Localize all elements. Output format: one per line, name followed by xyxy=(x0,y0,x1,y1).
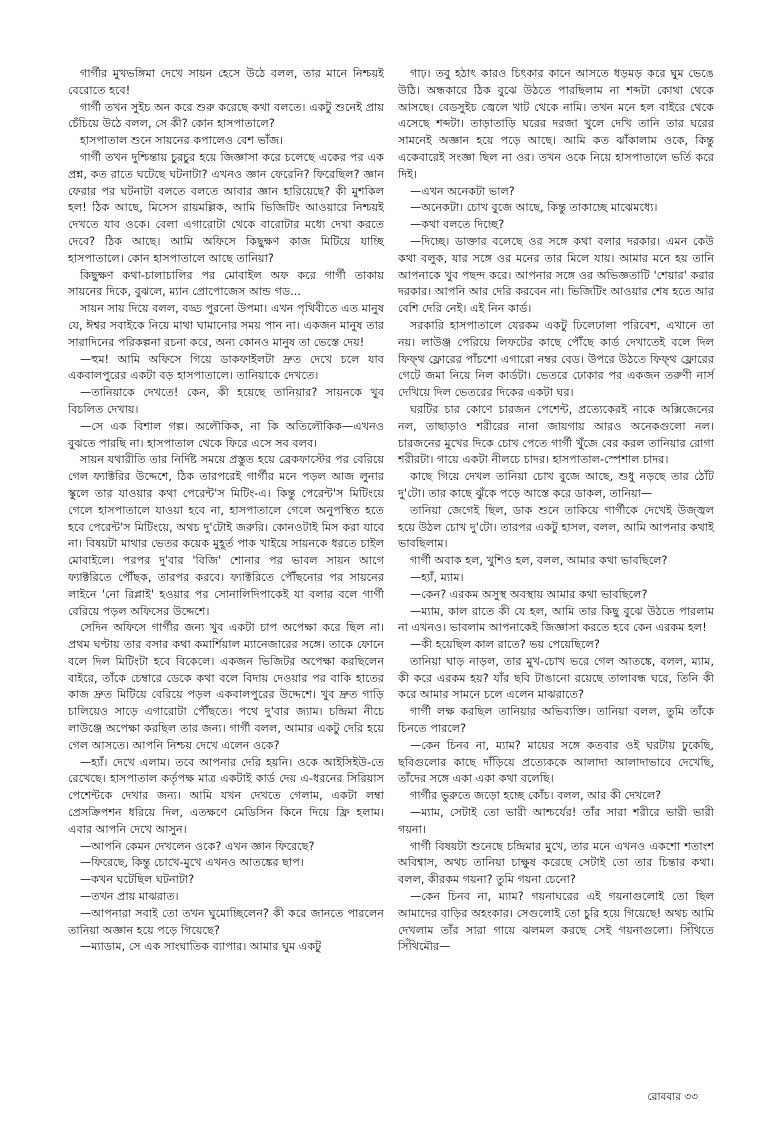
paragraph: —দিচ্ছে। ডাক্তার বলেছে ওর সঙ্গে কথা বলার দরকার। এমন কেউ কথা বলুক, যার সঙ্গে ওর মনের তার মিলে যায়। আমার মনে হয় তানি আপনাকে খুব পছন্দ করে। আপনার সঙ্গে ওর অভিজ্ঞতাটি 'শেয়ার' করার দরকার। আপনি আর দেরি করবেন না। ভিজিটিং আওয়ার শেষ হতে আর বেশি দেরি নেই। এই নিন কার্ড। xyxy=(398,234,714,316)
paragraph: গার্গী বিষয়টা শুনেছে চন্দ্রিমার মুখে, তার মনে এখনও একশো শতাংশ অবিশ্বাস, অথচ তানিয়া চাক্ষুষ করেছে সেটাই তো তার চিন্তার কথা। বলল, কীরকম গয়না? তুমি গয়না চেনো? xyxy=(398,839,714,887)
paragraph: গাঢ়। তবু হঠাৎ কারও চিৎকার কানে আসতে ধড়মড় করে ঘুম ভেঙে উঠি। অন্ধকারে ঠিক বুঝে উঠতে পারছিলাম না শব্দটা কোথা থেকে আসছে। বেডসুইচ জ্বেলে খাট থেকে নামি। তখন মনে হল বাইরে থেকে এসেছে শব্দটা। তাড়াতাড়ি ঘরের দরজা খুলে দেখি তানি তার ঘরের সামনেই অজ্ঞান হয়ে পড়ে আছে। আমি কত ঝাঁকালাম ওকে, কিন্তু একেবারেই সংজ্ঞা ছিল না ওর। তখন ওকে নিয়ে হাসপাতালে ভর্তি করে দিই। xyxy=(398,67,714,181)
paragraph: সেদিন অফিসে গার্গীর জন্য খুব একটা চাপ অপেক্ষা করে ছিল না। প্রথম ঘণ্টায় তার বসার কথা কমার্শিয়াল ম্যানেজারের সঙ্গে। তাকে ফোনে বলে দিল মিটিংটা হবে বিকেলে। একজন ভিজিটর অপেক্ষা করছিলেন বাইরে, তাঁকে চেম্বারে ডেকে কথা বলে বিদায় দেওয়ার পর বাকি হাতের কাজ দ্রুত মিটিয়ে বেরিয়ে পড়ল একবালপুরের উদ্দেশে। খুব দ্রুত গাড়ি চালিয়েও সাড়ে এগারোটা পৌঁছতে। পথে দু'বার জ্যাম। চন্দ্রিমা নীচে লাউঞ্জে অপেক্ষা করছিল তার জন্য। গার্গী বলল, আমার একটু দেরি হয়ে গেল আসতে। আপনি নিশ্চয় দেখে এলেন ওকে? xyxy=(68,621,384,752)
paragraph: —ম্যাডাম, সে এক সাংঘাতিক ব্যাপার। আমার ঘুম একটু xyxy=(80,940,322,954)
paragraph: —কী হয়েছিল কাল রাতে? ভয় পেয়েছিলে? xyxy=(410,638,600,652)
paragraph: তানিয়া ঘাড় নাড়ল, তার মুখ-চোখ ভরে গেল আতঙ্কে, বলল, ম্যাম, কী করে এরকম হয়? যাঁর ছবি টাঙানো রয়েছে তালাবন্ধ ঘরে, তিনি কী করে আমার সামনে চলে এলেন মাঝরাতে? xyxy=(398,654,714,702)
paragraph: —কখন ঘটেছিল ঘটনাটা? xyxy=(80,873,195,887)
paragraph: —কেন চিনব না, ম্যাম? গয়নাঘরের এই গয়নাগুলোই তো ছিল আমাদের বাড়ির অহংকার। সেগুলোই তো চুরি হয়ে গিয়েছে! অথচ আমি দেখলাম তাঁর সারা গায়ে ঝলমল করছে সেই গয়নাগুলো। সিঁথিতে সিঁথিমৌর— xyxy=(398,890,714,954)
paragraph: —কেন চিনব না, ম্যাম? মায়ের সঙ্গে কতবার ওই ঘরটায় ঢুকেছি, ছবিগুলোর কাছে দাঁড়িয়ে প্রত্যেককে আলাদা আলাদাভাবে দেখেছি, তাঁদের সঙ্গে একা একা কথা বলেছি। xyxy=(398,738,714,786)
paragraph: হাসপাতাল শুনে সায়নের কপালেও বেশ ভাঁজ। xyxy=(80,134,284,148)
paragraph: —হুম! আমি অফিসে গিয়ে ডাকফাইলটা দ্রুত দেখে চলে যাব একবালপুরের একটা বড় হাসপাতালে। তানিয়াকে দেখতে। xyxy=(68,352,384,383)
paragraph: —তানিয়াকে দেখতে! কেন, কী হয়েছে তানিয়ার? সায়নকে খুব বিচলিত দেখায়। xyxy=(68,386,384,416)
paragraph: —সে এক বিশাল গল্প। অলৌকিক, না কি অতিলৌকিক—এখনও বুঝতে পারছি না। হাসপাতাল থেকে ফিরে এসে সব বলব। xyxy=(68,419,384,450)
paragraph: —তখন প্রায় মাঝরাত। xyxy=(80,890,179,904)
paragraph: —হ্যাঁ, ম্যাম। xyxy=(410,570,464,584)
paragraph: গার্গী তখন সুইচ অন করে শুরু করেছে কথা বলতে। একটু শুনেই প্রায় চেঁচিয়ে উঠে বলল, সে কী? কোন হাসপাতালে? xyxy=(68,100,384,131)
paragraph: —ফিরেছে, কিন্তু চোখে-মুখে এখনও আতঙ্কের ছাপ। xyxy=(80,856,304,870)
paragraph: —ম্যাম, সেটাই তো ভারী আশ্চর্যের! তাঁর সারা শরীরে ভারী ভারী গয়না। xyxy=(398,806,714,836)
right-text-column xyxy=(398,66,714,956)
paragraph: —অনেকটা। চোখ বুজে আছে, কিন্তু তাকাচ্ছে মাঝেমধ্যে। xyxy=(410,201,658,215)
paragraph: সায়ন যথারীতি তার নির্দিষ্ট সময়ে প্রস্তুত হয়ে ব্রেকফাস্টের পর বেরিয়ে গেল ফ্যাক্টরির উদ্দেশে, ঠিক তারপরেই গার্গীর মনে পড়ল আজ লুনার স্কুলে তার যাওয়ার কথা পেরেন্ট'স মিটিং-এ। কিন্তু পেরেন্ট'স মিটিংয়ে গেলে হাসপাতালে যাওয়া হবে না, হাসপাতালে গেলে অনুপস্থিত হতে হবে পেরেন্ট'স মিটিংয়ে, অথচ দু'টোই জরুরি। কোনওটাই মিস করা যাবে না। বিষয়টা মাথার ভেতর কয়েক মুহূর্ত পাক খাইয়ে সায়নকে ধরতে চাইল মোবাইলে। পরপর দু'বার 'বিজি' শোনার পর ভাবল সায়ন আগে ফ্যাক্টরিতে পৌঁছক, তারপর করবে। ফ্যাক্টরিতে পৌঁছনোর পর সায়নের লাইনে 'নো রিপ্লাই' হওয়ার পর সোনালিদিপাকেই যা বলার বলে গার্গী বেরিয়ে পড়ল অফিসের উদ্দেশে। xyxy=(68,453,384,618)
paragraph: —কেন? এরকম অসুস্থ অবস্থায় আমার কথা ভাবছিলে? xyxy=(410,587,648,601)
left-text-column xyxy=(68,66,384,956)
paragraph: সরকারি হাসপাতালে যেরকম একটু ঢিলেঢালা পরিবেশ, এখানে তা নয়। লাউঞ্জ পেরিয়ে লিফটের কাছে পৌঁছে কার্ড দেখাতেই বলে দিল ফিফ্থ ফ্লোরের পাঁচশো এগারো নম্বর বেড। উপরে উঠতে ফিফ্থ ফ্লোরের গেটে জমা নিয়ে নিল কার্ডটা। ভেতরে ঢোকার পর একজন তরুণী নার্স দেখিয়ে দিল ভেতরের দিকের একটা ঘর। xyxy=(398,318,714,400)
paragraph: সায়ন সায় দিয়ে বলল, বড্ড পুরনো উপমা। এখন পৃথিবীতে এত মানুষ যে, ঈশ্বর সবাইকে নিয়ে মাথা ঘামানোর সময় পান না। একজন মানুষ তার সারাদিনের পরিকল্পনা রচনা করে, অন্য কোনও মানুষ তা ভেস্তে দেয়! xyxy=(68,302,384,349)
paragraph: গার্গী তখন দুশ্চিন্তায় চুরচুর হয়ে জিজ্ঞাসা করে চলেছে একের পর এক প্রশ্ন, কত রাতে ঘটেছে ঘটনাটা? এখনও জ্ঞান ফেরেনি? ফিরেছিল? জ্ঞান ফেরার পর ঘটনাটা বলতে বলতে আবার জ্ঞান হারিয়েছে? কী মুশকিল হল! ঠিক আছে, মিসেস রায়মল্লিক, আমি ভিজিটিং আওয়ারে নিশ্চয়ই দেখতে যাব ওকে। বেলা এগারোটা থেকে বারোটার মধ্যে দেখা করতে দেবে? ঠিক আছে। আমি অফিসে কিছুক্ষণ কাজ মিটিয়ে যাচ্ছি হাসপাতালে। কোন হাসপাতালে আছে তানিয়া? xyxy=(68,150,384,265)
paragraph: ঘরটির চার কোণে চারজন পেশেন্ট, প্রত্যেকেরই নাকে অক্সিজেনের নল, তাছাড়াও শরীরের নানা জায়গায় আরও অনেকগুলো নল। চারজনের মুখের দিকে চোখ পেতে গার্গী খুঁজে বের করল তানিয়ার রোগা শরীরটা। গায়ে একটা নীলচে চাদর। হাসপাতাল-স্পেশাল চাদর। xyxy=(398,402,714,467)
paragraph: গার্গী অবাক হল, খুশিও হল, বলল, আমার কথা ভাবছিলে? xyxy=(410,554,668,568)
paragraph: —এখন অনেকটা ভাল? xyxy=(410,184,515,198)
paragraph: গার্গীর মুখভঙ্গিমা দেখে সায়ন হেসে উঠে বলল, তার মানে নিশ্চয়ই বেরোতে হবে! xyxy=(68,67,384,97)
paragraph: গার্গীর ভুরুতে জড়ো হচ্ছে কোঁচ। বলল, আর কী দেখলে? xyxy=(410,789,662,803)
paragraph: —ম্যাম, কাল রাতে কী যে হল, আমি তার কিছু বুঝে উঠতে পারলাম না এখনও। ভাবলাম আপনাকেই জিজ্ঞাসা করতে হবে কেন এরকম হল! xyxy=(398,604,714,635)
paragraph: কিছুক্ষণ কথা-চালাচালির পর মোবাইল অফ করে গার্গী তাকায় সায়নের দিকে, বুঝলে, ম্যান প্রোপোজেস আন্ড গড... xyxy=(68,268,384,299)
page-footer: রোববার ৩৩ xyxy=(647,1091,698,1103)
paragraph: —হ্যাঁ। দেখে এলাম। তবে আপনার দেরি হয়নি। ওকে আইসিইউ-তে রেখেছে। হাসপাতাল কর্তৃপক্ষ মাত্র একটাই কার্ড দেয় এ-ধরনের সিরিয়াস পেশেন্টকে দেখার জন্য। আমি যখন দেখতে গেলাম, একটা লম্বা প্রেসক্রিপশন ধরিয়ে দিল, এতক্ষণে মেডিসিন কিনে দিয়ে ফ্রি হলাম। এবার আপনি দেখে আসুন। xyxy=(68,755,384,836)
paragraph: —আপনারা সবাই তো তখন ঘুমোচ্ছিলেন? কী করে জানতে পারলেন তানিয়া অজ্ঞান হয়ে পড়ে গিয়েছে? xyxy=(68,906,384,937)
paragraph: কাছে গিয়ে দেখল তানিয়া চোখ বুজে আছে, শুধু নড়ছে তার ঠোঁট দু'টো। তার কাছে ঝুঁকে পড়ে আস্তে করে ডাকল, তানিয়া— xyxy=(398,470,714,500)
paragraph: গার্গী লক্ষ করছিল তানিয়ার অভিব্যক্তি। তানিয়া বলল, তুমি তাঁকে চিনতে পারলে? xyxy=(398,705,714,736)
paragraph: —আপনি কেমন দেখলেন ওকে? এখন জ্ঞান ফিরেছে? xyxy=(80,839,315,853)
paragraph: তানিয়া জেগেই ছিল, ডাক শুনে তাকিয়ে গার্গীকে দেখেই উজ্জ্বল হয়ে উঠল চোখ দু'টো। তারপর একটু হাসল, বলল, আমি আপনার কথাই ভাবছিলাম। xyxy=(398,503,714,551)
paragraph: —কথা বলতে দিচ্ছে? xyxy=(410,218,505,232)
